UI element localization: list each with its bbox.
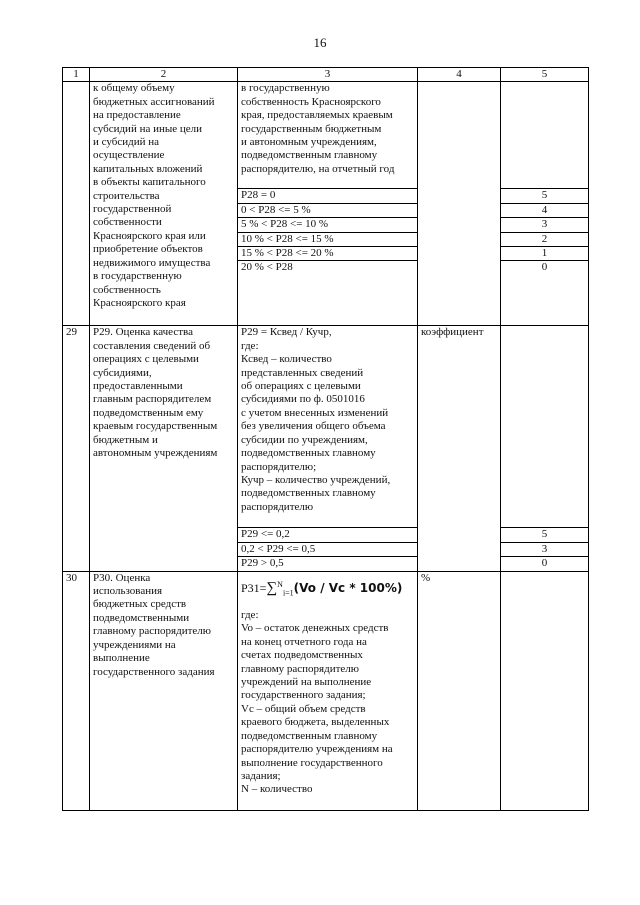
condition-cell: P29 <= 0,2	[238, 528, 418, 542]
score-cell: 0	[501, 557, 589, 571]
unit-cell	[418, 82, 501, 326]
condition-cell: 15 % < P28 <= 20 %	[238, 247, 418, 261]
indicator-name-cell: P29. Оценка качества составления сведений об операциях с целевыми субсидиями, предоставленными главным распорядителем подведомственным ему краевым государственным бюджетным и автономным учреждениям	[90, 326, 238, 571]
condition-cell: P29 > 0,5	[238, 557, 418, 571]
score-cell: 0	[501, 261, 589, 326]
score-cell: 5	[501, 528, 589, 542]
table-row	[63, 571, 589, 810]
sum-lower-limit: i=1	[282, 588, 294, 598]
unit-cell: %	[418, 571, 501, 810]
formula-expression	[241, 576, 414, 601]
score-cell: 3	[501, 542, 589, 556]
sum-upper-limit: N	[277, 579, 283, 589]
score-cell: 3	[501, 218, 589, 232]
score-cell: 2	[501, 232, 589, 246]
formula-cell: в государственную собственность Красноярского края, предоставляемых краевым государственным бюджетным и автономным учреждениям, подведомственным главному распорядителю, на отчетный год	[238, 82, 418, 189]
header-cell: 4	[418, 68, 501, 82]
indicator-name-cell: к общему объему бюджетных ассигнований на предоставление субсидий на иные цели и субсидий на осуществление капитальных вложений в объекты капитального строительства государственной собственности Красноярского края или приобретение объектов недвижимого имущества в государственную собственность Красноярского края	[90, 82, 238, 326]
score-cell	[501, 82, 589, 189]
table-row	[63, 326, 589, 528]
score-cell: 1	[501, 247, 589, 261]
header-cell: 5	[501, 68, 589, 82]
formula-cell	[238, 571, 418, 810]
condition-cell: 5 % < P28 <= 10 %	[238, 218, 418, 232]
indicator-name-cell: P30. Оценка использования бюджетных средств подведомственными главному распорядителю учреждениями на выполнение государственного задания	[90, 571, 238, 810]
header-cell: 3	[238, 68, 418, 82]
condition-cell: 20 % < P28	[238, 261, 418, 326]
condition-cell: 0 < P28 <= 5 %	[238, 203, 418, 217]
criteria-table	[62, 67, 589, 811]
score-cell	[501, 571, 589, 810]
score-cell	[501, 326, 589, 528]
unit-cell: коэффициент	[418, 326, 501, 571]
formula-body: (Vo / Vc * 100%)	[293, 580, 403, 595]
header-cell: 2	[90, 68, 238, 82]
score-cell: 5	[501, 189, 589, 203]
page-number: 16	[313, 35, 327, 50]
table-row	[63, 82, 589, 189]
formula-lhs: P31=	[241, 580, 267, 595]
row-number-cell: 30	[63, 571, 90, 810]
header-row	[63, 68, 589, 82]
formula-description: где: Vo – остаток денежных средств на конец отчетного года на счетах подведомственных главному распорядителю учреждений на выполнение государственного задания; Vc – общий объем средств краевого бюджета, выделенных подведомственным главному распорядителю учреждениям на выполнение государственного задания; N – количество	[241, 609, 393, 796]
sum-symbol: ∑	[266, 579, 278, 596]
row-number-cell	[63, 82, 90, 326]
row-number-cell: 29	[63, 326, 90, 571]
condition-cell: P28 = 0	[238, 189, 418, 203]
score-cell: 4	[501, 203, 589, 217]
formula-cell: P29 = Ксвед / Кучр, где: Ксвед – количество представленных сведений об операциях с целевыми субсидиями по ф. 0501016 с учетом внесенных изменений без увеличения общего объема субсидии по учреждениям, подведомственных главному распорядителю; Кучр – количество учреждений, подведомственных главному распорядителю	[238, 326, 418, 528]
condition-cell: 10 % < P28 <= 15 %	[238, 232, 418, 246]
header-cell: 1	[63, 68, 90, 82]
condition-cell: 0,2 < P29 <= 0,5	[238, 542, 418, 556]
